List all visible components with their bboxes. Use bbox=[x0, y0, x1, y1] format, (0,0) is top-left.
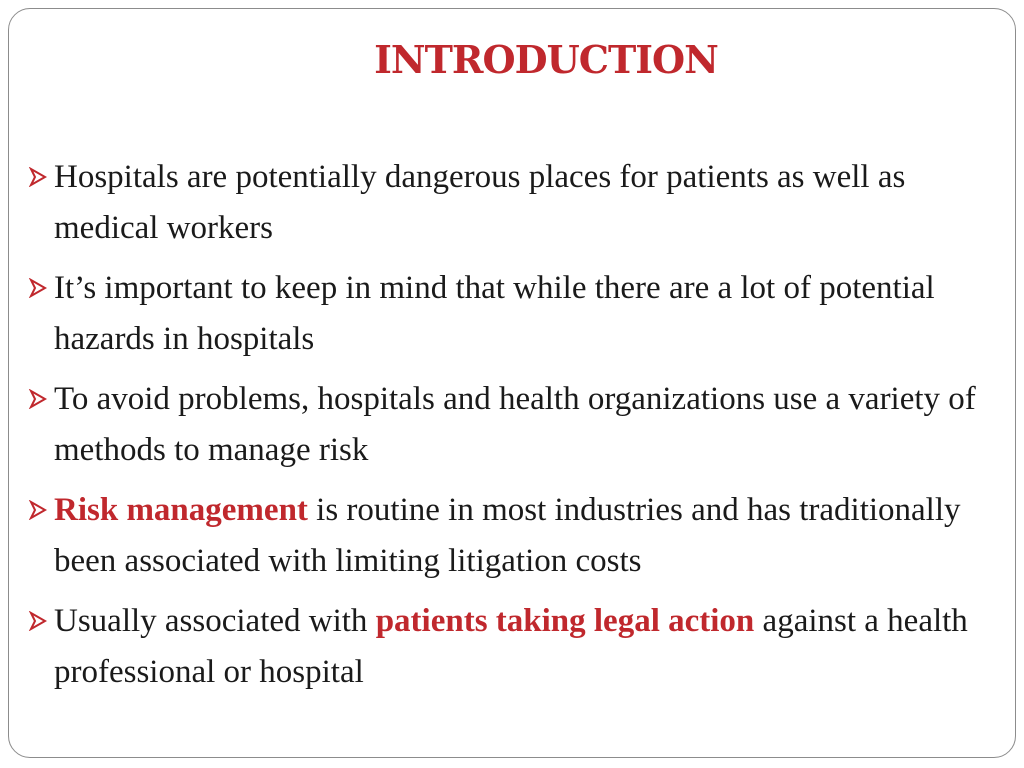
bullet-item bbox=[27, 596, 1007, 698]
bullet-item bbox=[27, 374, 1007, 476]
slide bbox=[8, 8, 1016, 758]
bullet-text: is routine in most industries and has traditionally been associated with limiting litigation costs bbox=[54, 492, 961, 579]
bullet-text: To avoid problems, hospitals and health organizations use a variety of methods to manage risk bbox=[54, 381, 976, 468]
chevron-arrow-icon bbox=[28, 611, 48, 631]
bullet-item bbox=[27, 263, 1007, 365]
chevron-arrow-icon bbox=[28, 389, 48, 409]
slide-title: INTRODUCTION bbox=[374, 37, 718, 82]
chevron-arrow-icon bbox=[28, 278, 48, 298]
highlighted-term: patients taking legal action bbox=[375, 603, 755, 639]
chevron-arrow-icon bbox=[28, 500, 48, 520]
bullet-item bbox=[27, 152, 1007, 254]
bullet-item bbox=[27, 485, 1007, 587]
chevron-arrow-icon bbox=[28, 167, 48, 187]
bullet-text: It’s important to keep in mind that while there are a lot of potential hazards in hospitals bbox=[54, 270, 935, 357]
bullet-text: Usually associated with bbox=[54, 603, 376, 639]
highlighted-term: Risk management bbox=[54, 492, 308, 528]
bullet-text: against a health professional or hospital bbox=[54, 603, 968, 690]
bullet-list bbox=[27, 152, 1007, 707]
bullet-text: Hospitals are potentially dangerous places for patients as well as medical workers bbox=[54, 159, 906, 246]
